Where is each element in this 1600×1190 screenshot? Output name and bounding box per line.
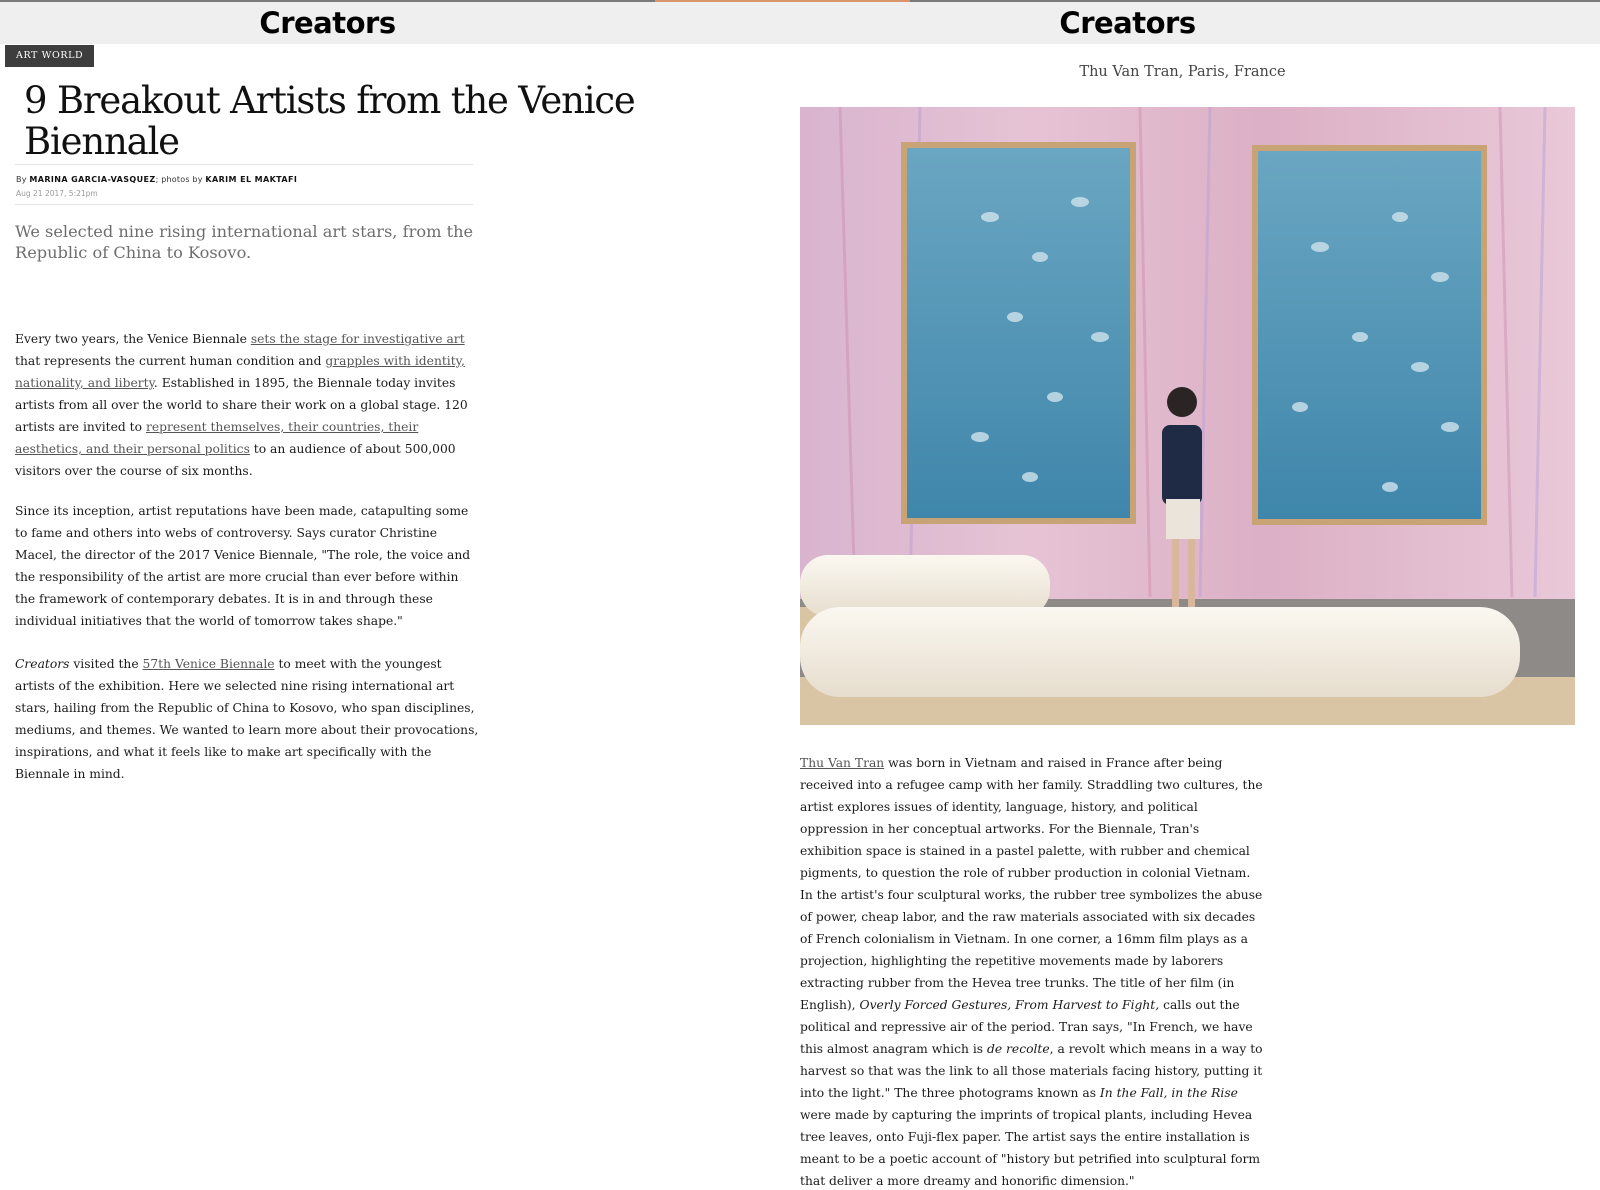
article-paragraph-3 [15,653,480,785]
reading-progress-fill [655,0,910,2]
site-header [0,0,655,44]
photos-by-label: ; photos by [155,175,203,184]
reading-progress-bar [0,0,655,2]
artist-description [800,752,1265,1190]
byline-prefix: By [16,175,27,184]
divider [15,204,473,205]
divider [15,164,473,165]
link-57th-venice-biennale[interactable]: 57th Venice Biennale [142,657,275,671]
french-term: de recolte [986,1042,1050,1056]
right-page [655,0,1600,1190]
article-paragraph-2: Since its inception, artist reputations have been made, catapulting some to fame and others into webs of controversy. Says curator Christine Macel, the director of the 2017 Venice Biennale, "The role, the voice and the responsibility of the artist are more crucial than ever before within the framework of contemporary debates. It is in and through these individual initiatives that the world of tomorrow takes shape." [15,504,471,628]
publish-date: Aug 21 2017, 5:21pm [16,189,98,198]
installation-photo-icon [800,107,1575,725]
publication-name: Creators [15,657,70,671]
left-page [0,0,655,1190]
photographer-link[interactable]: KARIM EL MAKTAFI [205,175,298,184]
link-represent-themselves[interactable]: represent themselves, their countries, their aesthetics, and their personal politics [15,420,419,456]
artist-photo[interactable] [800,107,1575,725]
artwork-title: In the Fall, in the Rise [1099,1086,1238,1100]
article-title: 9 Breakout Artists from the Venice Biennale [24,79,635,163]
site-header [655,0,1600,44]
paragraph-text: to an audience of about 500,000 visitors over the course of six months. [15,442,456,478]
paragraph-text: . Established in 1895, the Biennale today invites artists from all over the world to share their work on a global stage. 120 artists are invited to [15,376,468,434]
article-paragraph-1 [15,328,480,482]
paragraph-text: , a revolt which means in a way to harvest so that was the link to all those materials facing history, putting it into the light." The three photograms known as [800,1042,1263,1100]
creators-logo[interactable]: Creators [259,6,396,40]
link-investigative-art[interactable]: sets the stage for investigative art [250,332,465,346]
article-dek: We selected nine rising international art stars, from the Republic of China to Kosovo. [15,222,474,262]
author-link[interactable]: MARINA GARCIA-VASQUEZ [29,175,156,184]
photo-caption: Thu Van Tran, Paris, France [1079,64,1286,80]
paragraph-text: was born in Vietnam and raised in France after being received into a refugee camp with her family. Straddling two cultures, the artist explores issues of identity, language, history, and political oppression in her conceptual artworks. For the Biennale, Tran's exhibition space is stained in a pastel palette, with rubber and chemical pigments, to question the role of rubber production in colonial Vietnam. In the artist's four sculptural works, the rubber tree symbolizes the abuse of power, cheap labor, and the raw materials associated with six decades of French colonialism in Vietnam. In one corner, a 16mm film plays as a projection, highlighting the repetitive movements made by laborers extracting rubber from the Hevea tree trunks. The title of her film (in English), [800,756,1263,1012]
reading-progress-bar [655,0,1600,2]
paragraph-text: that represents the current human condition and [15,354,326,368]
section-badge[interactable]: ART WORLD [5,45,94,67]
creators-logo[interactable]: Creators [1059,6,1196,40]
paragraph-text: calls out the political and repressive air of the period. Tran says, "In French, we have this almost anagram which is [800,998,1253,1056]
paragraph-text: were made by capturing the imprints of tropical plants, including Hevea tree leaves, onto Fuji-flex paper. The artist says the entire installation is meant to be a poetic account of "history but petrified into sculptural form that deliver a more dreamy and honorific dimension." [800,1108,1261,1188]
paragraph-text: to meet with the youngest artists of the exhibition. Here we selected nine rising international art stars, hailing from the Republic of China to Kosovo, who span disciplines, mediums, and themes. We wanted to learn more about their provocations, inspirations, and what it feels like to make art specifically with the Biennale in mind. [15,657,479,781]
film-title: Overly Forced Gestures, From Harvest to Fight, [859,998,1160,1012]
byline [16,175,297,184]
paragraph-text: Every two years, the Venice Biennale [15,332,251,346]
link-thu-van-tran[interactable]: Thu Van Tran [800,756,885,770]
paragraph-text: visited the [69,657,143,671]
link-identity-nationality-liberty[interactable]: grapples with identity, nationality, and liberty [15,354,465,390]
